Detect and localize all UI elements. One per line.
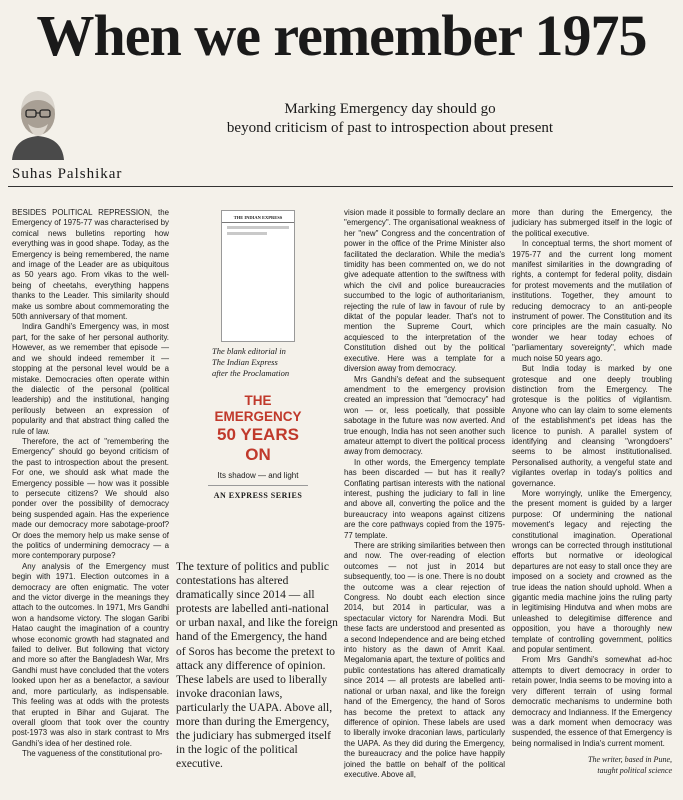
paragraph: vision made it possible to formally declare an "emergency". The organisational weakness of her "new" Congress and the concentration of power in the office of the Prime Minister also facilitated the declaration. While the media's timidity has been commented on, we do not give adequate attention to the swiftness with which the civil and police bureaucracies succumbed to the logic of authoritarianism, rejecting the rule of law in favour of rule by diktat of the popular leader. That's not to mention the Supreme Court, which acquiesced to the interpretation of the Constitution dished out by the political executive. Here was a template for a diversion away from democracy. xyxy=(344,208,505,374)
byline: Suhas Palshikar xyxy=(12,166,123,182)
headline: When we remember 1975 xyxy=(36,3,647,68)
author-portrait xyxy=(4,80,72,160)
column-4 xyxy=(512,208,672,776)
paragraph: But India today is marked by one grotesque and one deeply troubling distinction from the Emergency. The grotesque is the politics of vigilantism. Anyone who can lay claim to some elements of the establishment's pet ideas has the licence to punish. A parallel system of identifying and cleansing "wrongdoers" seems to be almost institutionalised. Personalised authority, a vengeful state and vigilantes overlap in today's politics and governance. xyxy=(512,364,672,488)
paragraph: more than during the Emergency, the judiciary has submerged itself in the logic of the political executive. xyxy=(512,208,672,238)
paragraph: BESIDES POLITICAL REPRESSION, the Emergency of 1975-77 was characterised by comical news bulletins reporting how everything was in good shape. Today, as the Emergency is being remembered, the name and image of the Leader are as ubiquitous as 50 years ago. From vikas to the well-being of cheetahs, everything happens thanks to the Leader. This similarity should make us sombre about commemorating the 50th anniversary of that moment. xyxy=(12,208,169,322)
paragraph: In conceptual terms, the short moment of 1975-77 and the current long moment manifest similarities in the downgrading of rights, a contempt for federal polity, disdain for protest movements and the mutilation of institutions. Together, they amount to reducing democracy to an anti-people instrument of power. The Constitution and its core principles are the main casualty. No wonder we hear today echoes of "parliamentary sovereignty", which made much noise 50 years ago. xyxy=(512,239,672,363)
header-rule xyxy=(8,186,673,187)
column-1 xyxy=(12,208,169,760)
author-note-line-2: taught political science xyxy=(597,765,672,775)
newspaper-image xyxy=(221,210,295,342)
promo-caption xyxy=(208,346,308,379)
paragraph: There are striking similarities between then and now. The over-reading of election outcomes — not just in 2014 but subsequently, too — is one. There is no doubt the outcome was a clear rejection of Congress. No doubt each election since 2014, but 2014 in particular, was a spectacular victory for Narendra Modi. But these facts are understood and presented as a second Independence and are being etched into history as the dawn of Amrit Kaal. Megalomania apart, the texture of politics and public contestations has altered dramatically since 2014 — all protests are labelled anti-national or urban naxal, and like the foreign hand of the Emergency, the hand of Soros has become the pretext to attack any difference of opinion. These labels are used to liberally invoke draconian laws, particularly the UAPA. As they did during the Emergency, the bureaucracy and the police have happily joined the battle on behalf of the political executive. Above all, xyxy=(344,541,505,779)
paragraph: Indira Gandhi's Emergency was, in most part, for the sake of her personal authority. However, as we remember that episode — and we should indeed remember it — stopping at the personal level would be a mistake. Democracies often operate within the dialectic of the personal (political leadership) and the institutional, hanging perilously between an expression of popularity and that abstract thing called the rule of law. xyxy=(12,322,169,436)
paragraph: Mrs Gandhi's defeat and the subsequent amendment to the emergency provision created an impression that "democracy" had won — or, less poetically, that possible sabotage in the future was now averted. And true enough, India has not seen another such amateur attempt to divert the political process away from democracy. xyxy=(344,374,505,457)
paragraph: From Mrs Gandhi's somewhat ad-hoc attempts to divert democracy in order to retain power, India seems to be moving into a very different terrain of using formal democratic mechanisms to undermine both democracy and Indianness. If the Emergency was a dark moment when democracy was suspended, the essence of that Emergency is being normalised in India's current moment. xyxy=(512,655,672,748)
series-promo xyxy=(208,210,308,540)
paragraph: Any analysis of the Emergency must begin with 1971. Election outcomes in a democracy are often enigmatic. The voter and the victor diverge in the meanings they attach to the outcomes. In 1971, Mrs Gandhi won a handsome victory. The slogan Garibi Hatao caught the imagination of a country whose economic growth had stagnated and failed to deliver. But following that victory and more so after the Bangladesh War, Mrs Gandhi must have concluded that the voters looked upon her as a benefactor, a saviour and, more particularly, as indispensable. This feeling was at odds with the protests that erupted in Bihar and Gujarat. The overall gloom that took over the country post-1973 was also in stark contrast to Mrs Gandhi's idea of her destined role. xyxy=(12,561,169,748)
pull-quote: The texture of politics and public contestations has altered dramatically since 2014 — all protests are labelled anti-national or urban naxal, and like the foreign hand of the Emergency, the hand of Soros has become the pretext to attack any difference of opinion. These labels are used to liberally invoke draconian laws, particularly the UAPA. Above all, more than during the Emergency, the judiciary has submerged itself in the logic of the political executive. xyxy=(176,561,338,771)
paragraph: More worryingly, unlike the Emergency, the present moment is guided by a larger purpose: Of undermining the national movement's legacy and rejecting the constitutional imagination. Operational wrongs can be corrected through institutional efforts but normative or ideological departures are not easy to stall once they are imposed on a society and crowned as the true ideas the nation should uphold. When a gigantic media machine joins the ruling party in legitimising Hindutva and when mobs are unleashed to delegitimise difference and opposition, you have a thoroughly new template of controlling government, politics and popular sentiment. xyxy=(512,488,672,655)
promo-title: THE EMERGENCY xyxy=(214,393,302,424)
promo-series-label: AN EXPRESS SERIES xyxy=(213,491,303,500)
column-3 xyxy=(344,208,505,780)
author-note-line-1: The writer, based in Pune, xyxy=(588,755,672,765)
promo-caption-line-2: The Indian Express xyxy=(212,357,278,367)
paragraph: Therefore, the act of "remembering the Emergency" should go beyond criticism of the past to introspection about the present. For one, we should ask what made the Emergency possible — how was it possible to persecute citizens? We should also ponder over the possibility of democracy being suspended again. Has the experience made our democracy more sabotage-proof? Or does the memory help us make sense of the politics of undermining democracy — a more contemporary purpose? xyxy=(12,436,169,561)
promo-subtitle: Its shadow — and light xyxy=(208,471,308,486)
paragraph: The vagueness of the constitutional pro- xyxy=(22,749,163,759)
paragraph: In other words, the Emergency template has been discarded — but has it really? Conflating partisan interests with the national interest, pushing the judiciary to fall in line and above all, converting the police and the bureaucracy into weapons against citizens are the core pathways copied from the 1975-77 template. xyxy=(344,457,505,540)
deck-line-1: Marking Emergency day should go xyxy=(284,101,496,117)
author-note xyxy=(512,755,672,776)
promo-caption-line-3: after the Proclamation xyxy=(212,368,290,378)
promo-caption-line-1: The blank editorial in xyxy=(212,346,286,356)
deck xyxy=(170,100,610,138)
newspaper-masthead: THE INDIAN EXPRESS xyxy=(222,211,294,223)
promo-title-years: 50 YEARS ON xyxy=(217,425,299,464)
deck-line-2: beyond criticism of past to introspection about present xyxy=(226,120,554,136)
